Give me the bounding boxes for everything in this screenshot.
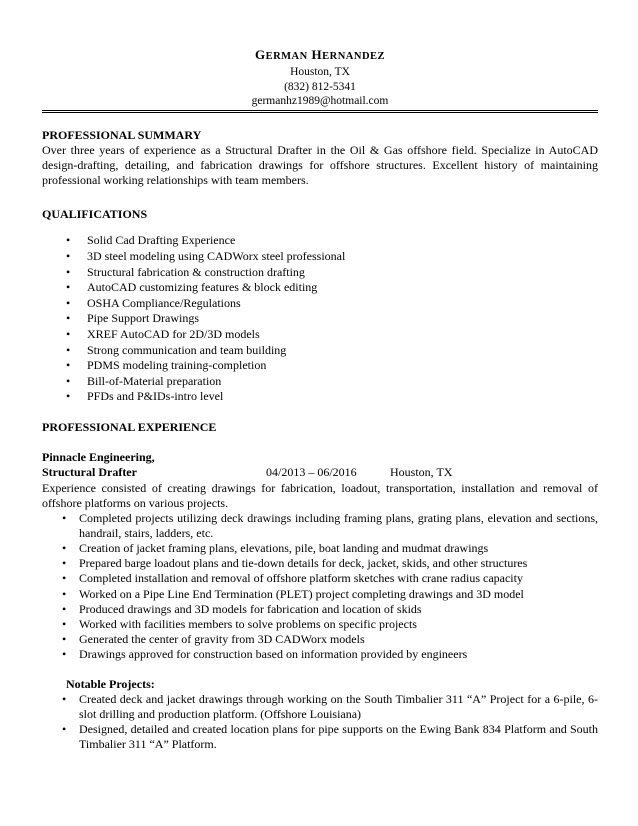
list-item: • Worked with facilities members to solve problems on specific projects [66, 617, 598, 632]
job-title: Structural Drafter [42, 465, 137, 480]
list-item: • Prepared barge loadout plans and tie-down details for deck, jacket, skids, and other structures [66, 556, 598, 571]
list-item: • AutoCAD customizing features & block editing [66, 280, 598, 296]
candidate-email: germanhz1989@hotmail.com [251, 95, 389, 107]
summary-heading: PROFESSIONAL SUMMARY [42, 127, 202, 142]
list-item: • Produced drawings and 3D models for fabrication and location of skids [66, 602, 598, 617]
qualifications-section [42, 207, 598, 405]
candidate-phone: (832) 812-5341 [284, 80, 356, 93]
name-last-rest: ERNANDEZ [322, 51, 386, 62]
qualifications-list [42, 233, 598, 405]
list-item: • Structural fabrication & construction drafting [66, 265, 598, 281]
resume-header [42, 46, 598, 113]
summary-text: Over three years of experience as a Structural Drafter in the Oil & Gas offshore field. Specialize in AutoCAD design-drafting, detailing, and fabrication drawings for offshore structures. Excellent history of maintaining professional working relationships with team members. [42, 142, 598, 188]
job-dates: 04/2013 – 06/2016 [266, 465, 357, 480]
role-line [42, 465, 598, 480]
list-item: • Solid Cad Drafting Experience [66, 233, 598, 249]
list-item: • Pipe Support Drawings [66, 311, 598, 327]
candidate-location: Houston, TX [290, 66, 350, 78]
list-item: • 3D steel modeling using CADWorx steel professional [66, 249, 598, 265]
name-first-rest: ERMAN [265, 51, 308, 62]
list-item: • PDMS modeling training-completion [66, 358, 598, 374]
notable-projects-list [42, 692, 598, 752]
list-item: • OSHA Compliance/Regulations [66, 296, 598, 312]
list-item: • Generated the center of gravity from 3D CADWorx models [66, 632, 598, 647]
list-item: • XREF AutoCAD for 2D/3D models [66, 327, 598, 343]
list-item: • Completed installation and removal of offshore platform sketches with crane radius capacity [66, 571, 598, 586]
experience-bullets [42, 511, 598, 662]
list-item: • Completed projects utilizing deck drawings including framing plans, grating plans, elevation and sections, handrail, stairs, ladders, etc. [66, 511, 598, 541]
list-item: • Creation of jacket framing plans, elevations, pile, boat landing and mudmat drawings [66, 541, 598, 556]
notable-projects-heading: Notable Projects: [66, 677, 155, 692]
name-last-initial: H [311, 47, 323, 62]
list-item: • PFDs and P&IDs-intro level [66, 389, 598, 405]
summary-section [42, 128, 598, 189]
company-name: Pinnacle Engineering, [42, 449, 155, 464]
list-item: • Strong communication and team building [66, 343, 598, 359]
list-item: • Worked on a Pipe Line End Termination (PLET) project completing drawings and 3D model [66, 587, 598, 602]
list-item: • Bill-of-Material preparation [66, 374, 598, 390]
name-first-initial: G [254, 47, 266, 62]
list-item: • Created deck and jacket drawings through working on the South Timbalier 311 “A” Project for a 6-pile, 6-slot drilling and production platform. (Offshore Louisiana) [66, 692, 598, 722]
list-item: • Drawings approved for construction based on information provided by engineers [66, 647, 598, 662]
job-location: Houston, TX [390, 465, 453, 480]
resume-page [42, 46, 598, 752]
candidate-name [42, 46, 598, 65]
list-item: • Designed, detailed and created location plans for pipe supports on the Ewing Bank 834 Platform and South Timbalier 311 “A” Platform. [66, 722, 598, 752]
experience-heading: PROFESSIONAL EXPERIENCE [42, 419, 217, 434]
qualifications-heading: QUALIFICATIONS [42, 207, 148, 222]
experience-section [42, 420, 598, 753]
job-description: Experience consisted of creating drawings for fabrication, loadout, transportation, installation and removal of offshore platforms on various projects. [42, 480, 598, 510]
